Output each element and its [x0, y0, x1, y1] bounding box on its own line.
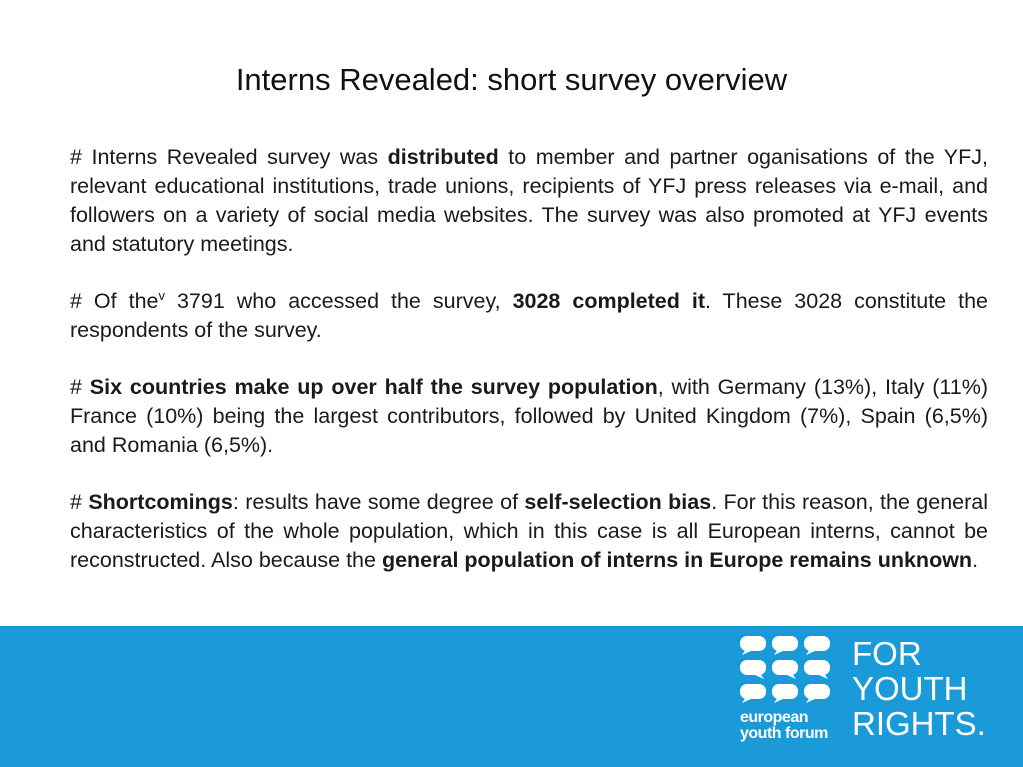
- paragraph-countries: [70, 373, 988, 460]
- text-run: .: [972, 548, 979, 572]
- bold-run: self-selection bias: [524, 490, 712, 514]
- slogan: [852, 636, 986, 741]
- text-run: to member and partner oganisations of the YFJ, relevant educational institutions, trade unions, recipients of YFJ press releases via e-mail, and followers on a variety of social media websites. The survey was also promoted at YFJ events and statutory meetings.: [70, 145, 988, 256]
- text-run: # Interns Revealed survey was: [70, 145, 388, 169]
- bold-run: general population of interns in Europe remains unknown: [381, 548, 973, 572]
- org-name-line: european: [740, 709, 809, 726]
- bold-run: 3028 completed it: [512, 289, 705, 313]
- text-run: #: [70, 490, 89, 514]
- text-run: 3791 who accessed the survey,: [165, 289, 513, 313]
- org-name-line: youth forum: [740, 725, 828, 742]
- text-run: . For this reason, the general characteristics of the whole population, which in this case is all European interns, cannot be reconstructed. Also because the: [70, 490, 989, 572]
- superscript-mark: v: [158, 287, 165, 303]
- bold-run: Six countries make up over half the survey population: [89, 375, 658, 399]
- bold-run: distributed: [387, 145, 499, 169]
- slogan-line: RIGHTS.: [852, 705, 986, 742]
- slide-body: [70, 143, 988, 603]
- slide-title: Interns Revealed: short survey overview: [235, 62, 788, 97]
- paragraph-respondents: [70, 287, 988, 345]
- paragraph-shortcomings: [70, 488, 988, 575]
- text-run: : results have some degree of: [232, 490, 525, 514]
- speech-bubbles-logo-icon: [740, 636, 832, 706]
- organization-name: [740, 710, 828, 742]
- slogan-line: FOR: [852, 635, 922, 672]
- paragraph-distribution: [70, 143, 988, 259]
- text-run: # Of the: [70, 289, 159, 313]
- text-run: #: [70, 375, 90, 399]
- text-run: . These 3028 constitute the respondents of the survey.: [70, 289, 988, 342]
- slogan-line: YOUTH: [852, 670, 968, 707]
- text-run: , with Germany (13%), Italy (11%) France (10%) being the largest contributors, followed by United Kingdom (7%), Spain (6,5%) and Romania (6,5%).: [70, 375, 988, 457]
- bold-run: Shortcomings: [88, 490, 233, 514]
